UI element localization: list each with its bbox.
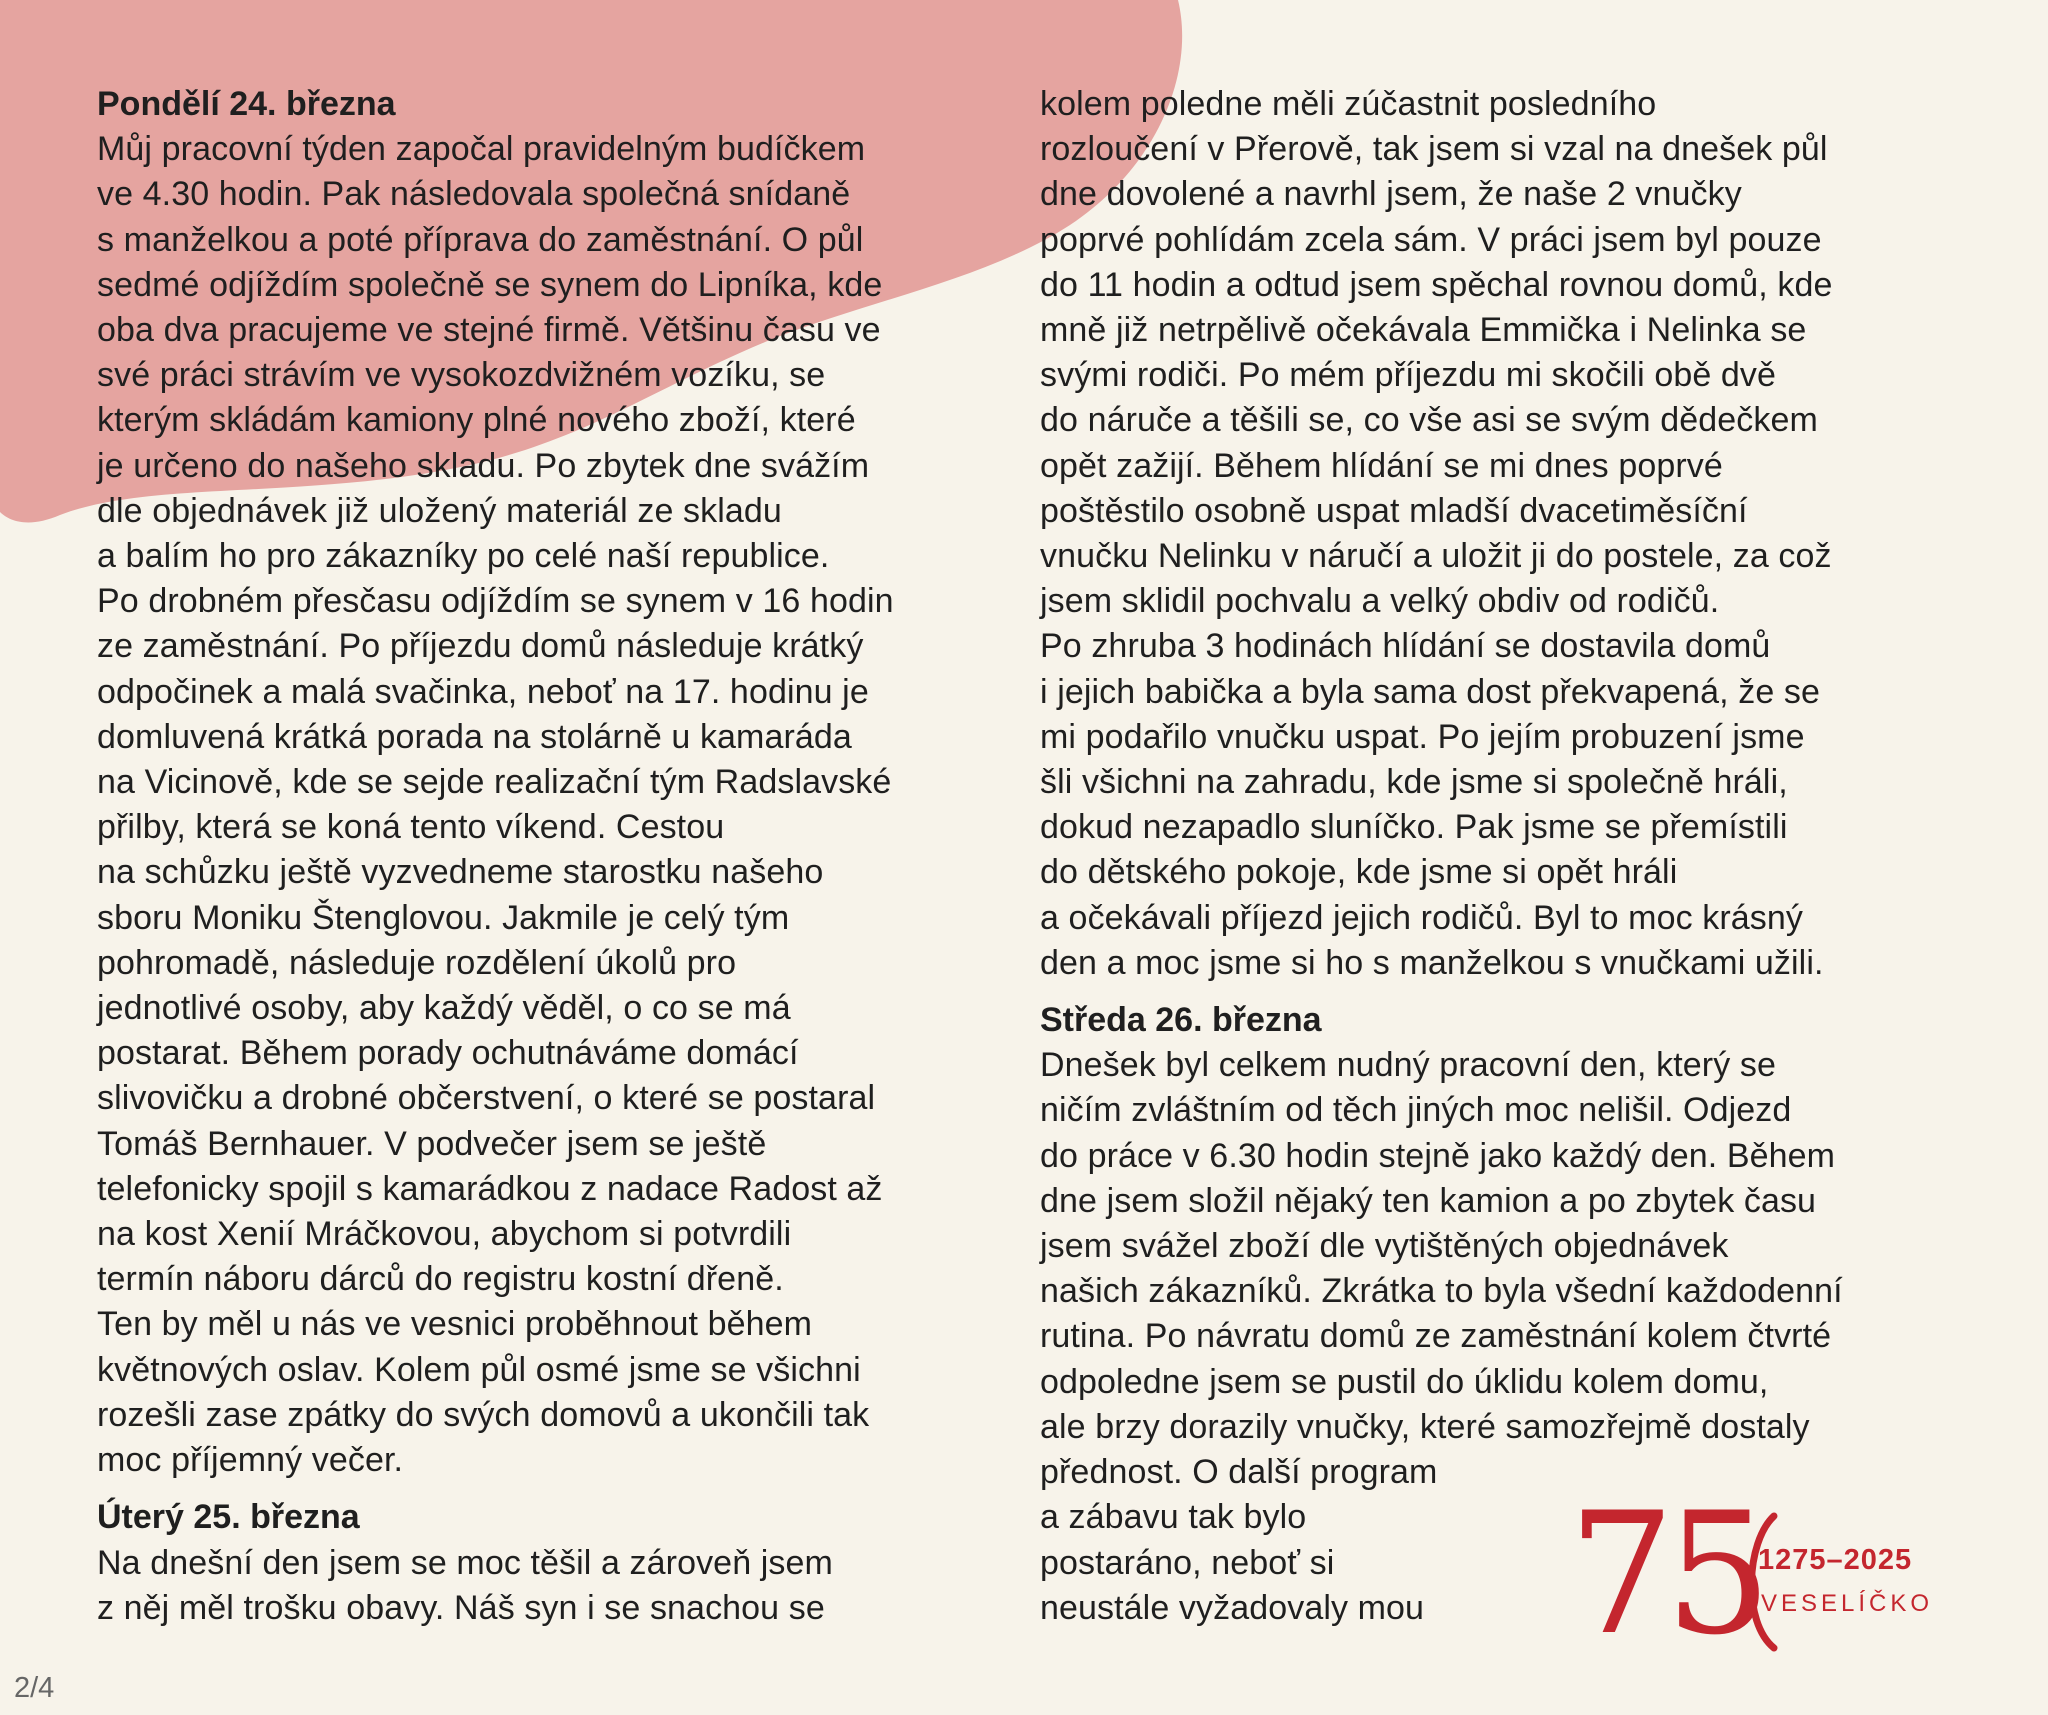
page-number: 2/4 bbox=[14, 1672, 55, 1704]
heading-tuesday: Úterý 25. března bbox=[97, 1498, 360, 1537]
text-tuesday-start: Na dnešní den jsem se moc těšil a zároveň jsem z něj měl trošku obavy. Náš syn i se snachou se bbox=[97, 1543, 833, 1627]
logo-years: 1275–2025 bbox=[1758, 1544, 1913, 1576]
text-wednesday: Dnešek byl celkem nudný pracovní den, který se ničím zvláštním od těch jiných moc nelišil. Odjezd do práce v 6.30 hodin stejně jako každý den. Během dne jsem složil nějaký ten kamion a po zbytek času jsem svážel zboží dle vytištěných objednávek našich zákazníků. Zkrátka to byla všední každodenní rutina. Po návratu domů ze zaměstnání kolem čtvrté odpoledne jsem se pustil do úklidu kolem domu, ale brzy dorazily vnučky, které samozřejmě dostaly přednost. O další program a zábavu tak bylo postaráno, neboť si neustále vyžadovaly mou bbox=[1040, 1046, 1843, 1627]
right-column bbox=[1040, 82, 1975, 1631]
heading-monday: Pondělí 24. března bbox=[97, 85, 396, 123]
logo-bracket-icon bbox=[1736, 1512, 1796, 1652]
logo-village-name: VESELÍČKO bbox=[1761, 1590, 1934, 1617]
logo-number: 75 bbox=[1568, 1476, 1762, 1672]
text-tuesday-continued: kolem poledne měli zúčastnit posledního rozloučení v Přerově, tak jsem si vzal na dnešek půl dne dovolené a navrhl jsem, že naše 2 vnučky poprvé pohlídám zcela sám. V práci jsem byl pouze do 11 hodin a odtud jsem spěchal rovnou domů, kde mně již netrpělivě očekávala Emmička i Nelinka se svými rodiči. Po mém příjezdu mi skočili obě dvě do náruče a těšili se, co vše asi se svým dědečkem opět zažijí. Během hlídání se mi dnes poprvé poštěstilo osobně uspat mladší dvacetiměsíční vnučku Nelinku v náručí a uložit ji do postele, za což jsem sklidil pochvalu a velký obdiv od rodičů. Po zhruba 3 hodinách hlídání se dostavila domů i jejich babička a byla sama dost překvapená, že se mi podařilo vnučku uspat. Po jejím probuzení jsme šli všichni na zahradu, kde jsme si společně hráli, dokud nezapadlo sluníčko. Pak jsme se přemístili do dětského pokoje, kde jsme si opět hráli a očekávali příjezd jejich rodičů. Byl to moc krásný den a moc jsme si ho s manželkou s vnučkami užili. bbox=[1040, 85, 1833, 982]
left-column bbox=[97, 82, 1017, 1631]
text-monday: Můj pracovní týden započal pravidelným budíčkem ve 4.30 hodin. Pak následovala společná snídaně s manželkou a poté příprava do zaměstnání. O půl sedmé odjíždím společně se synem do Lipníka, kde oba dva pracujeme ve stejné firmě. Většinu času ve své práci strávím ve vysokozdvižném vozíku, se kterým skládám kamiony plné nového zboží, které je určeno do našeho skladu. Po zbytek dne svážím dle objednávek již uložený materiál ze skladu a balím ho pro zákazníky po celé naší republice. Po drobném přesčasu odjíždím se synem v 16 hodin ze zaměstnání. Po příjezdu domů následuje krátký odpočinek a malá svačinka, neboť na 17. hodinu je domluvená krátká porada na stolárně u kamaráda na Vicinově, kde se sejde realizační tým Radslavské přilby, která se koná tento víkend. Cestou na schůzku ještě vyzvedneme starostku našeho sboru Moniku Štenglovou. Jakmile je celý tým pohromadě, následuje rozdělení úkolů pro jednotlivé osoby, aby každý věděl, o co se má postarat. Během porady ochutnáváme domácí slivovičku a drobné občerstvení, o které se postaral Tomáš Bernhauer. V podvečer jsem se ještě telefonicky spojil s kamarádkou z nadace Radost až na kost Xenií Mráčkovou, abychom si potvrdili termín náboru dárců do registru kostní dřeně. Ten by měl u nás ve vesnici proběhnout během květnových oslav. Kolem půl osmé jsme se všichni rozešli zase zpátky do svých domovů a ukončili tak moc příjemný večer. bbox=[97, 130, 894, 1480]
anniversary-logo bbox=[1568, 1476, 1948, 1672]
heading-wednesday: Středa 26. března bbox=[1040, 1001, 1322, 1040]
